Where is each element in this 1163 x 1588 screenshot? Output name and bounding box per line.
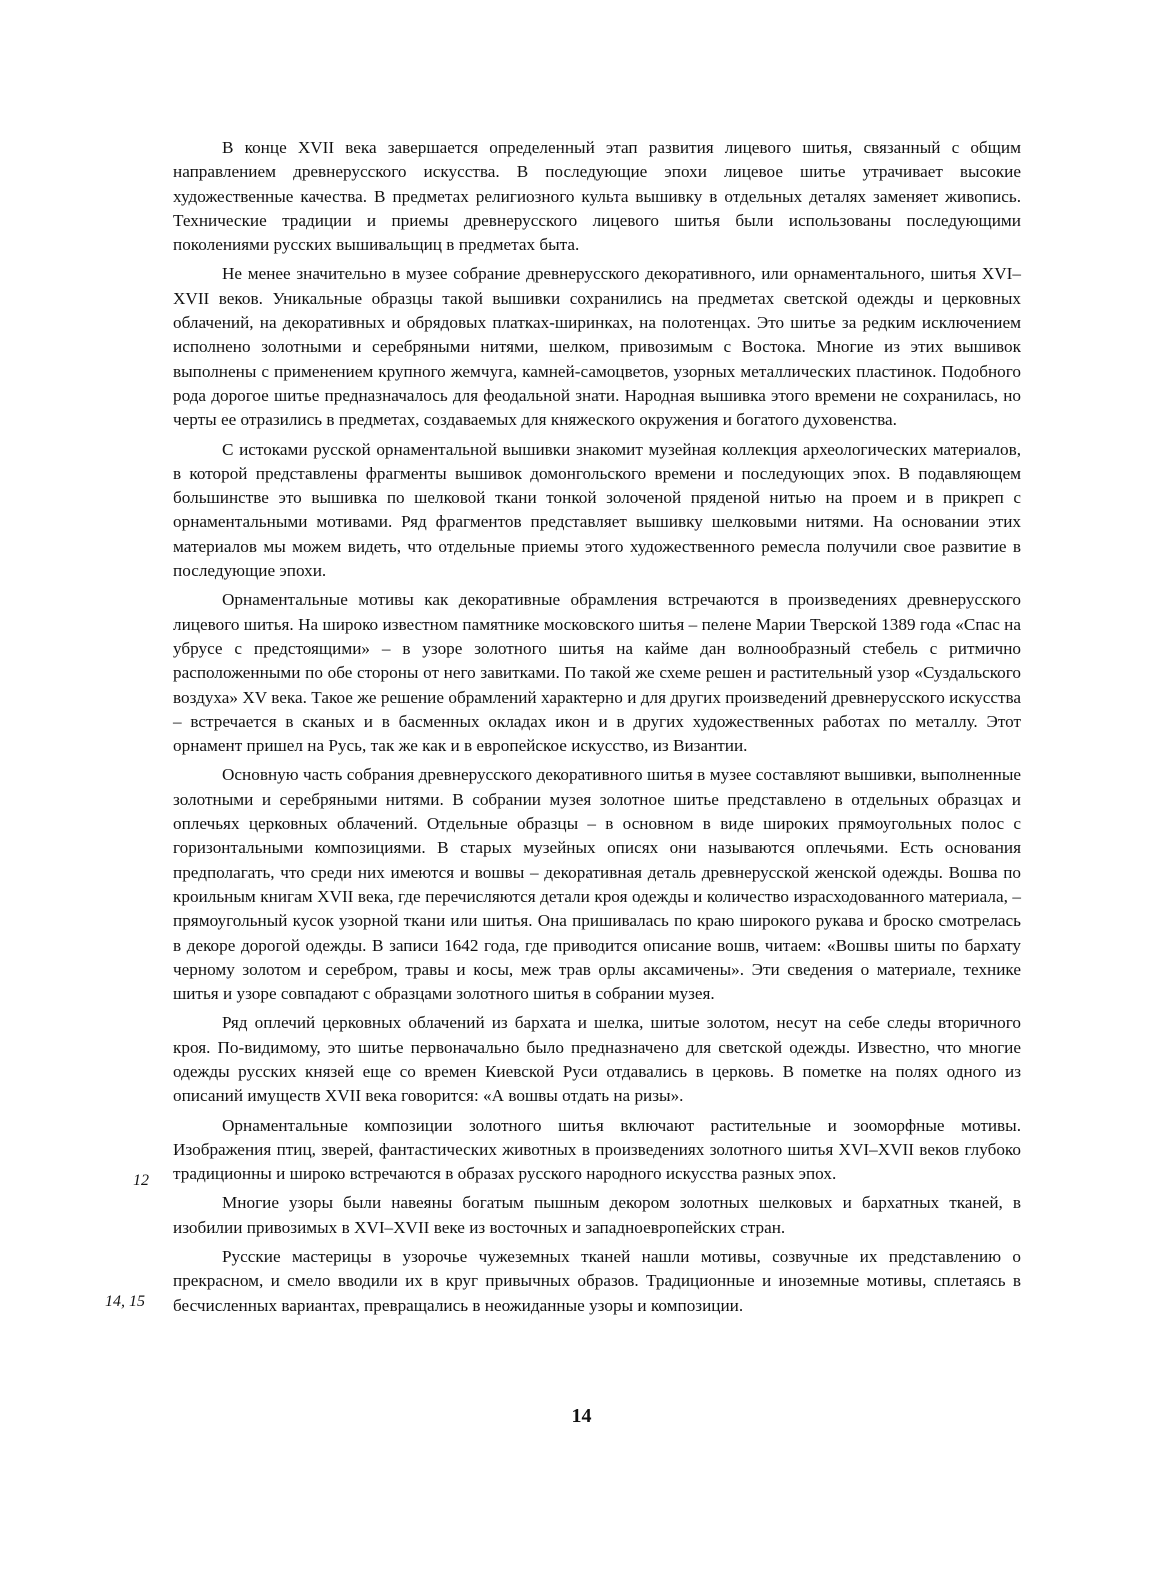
margin-note: 14, 15 xyxy=(105,1293,145,1310)
page-number: 14 xyxy=(571,1405,592,1427)
paragraph: Русские мастерицы в узорочье чужеземных тканей нашли мотивы, созвучные их представлению о прекрасном, и смело вводили их в круг привычных образов. Традиционные и иноземные мотивы, сплетаясь в бесчисленных вариантах, превращались в неожиданные узоры и композиции. xyxy=(173,1247,1021,1315)
body-text xyxy=(173,136,1021,1318)
paragraph: С истоками русской орнаментальной вышивки знакомит музейная коллекция археологических материалов, в которой представлены фрагменты вышивок домонгольского времени и последующих эпох. В подавляющем большинстве это вышивка по шелковой ткани тонкой золоченой пряденой нитью на проем и в прикреп с орнаментальными мотивами. Ряд фрагментов представляет вышивку шелковыми нитями. На основании этих материалов мы можем видеть, что отдельные приемы этого художественного ремесла получили свое развитие в последующие эпохи. xyxy=(173,439,1021,581)
paragraph: Ряд оплечий церковных облачений из бархата и шелка, шитые золотом, несут на себе следы вторичного кроя. По-видимому, это шитье первоначально было предназначено для светской одежды. Известно, что многие одежды русских князей еще со времен Киевской Руси отдавались в церковь. В пометке на полях одного из описаний имуществ XVII века говорится: «А вошвы отдать на ризы». xyxy=(173,1013,1021,1106)
paragraph: Основную часть собрания древнерусского декоративного шитья в музее составляют вышивки, выполненные золотными и серебряными нитями. В собрании музея золотное шитье представлено в отдельных образцах и оплечьях церковных облачений. Отдельные образцы – в основном в виде широких прямоугольных полос с горизонтальными композициями. В старых музейных описях они называются оплечьями. Есть основания предполагать, что среди них имеются и вошвы – декоративная деталь древнерусской женской одежды. Вошва по кроильным книгам XVII века, где перечисляются детали кроя одежды и количество израсходованного материала, – прямоугольный кусок узорной ткани или шитья. Она пришивалась по краю широкого рукава и броско смотрелась в декоре дорогой одежды. В записи 1642 года, где приводится описание вошв, читаем: «Вошвы шиты по бархату черному золотом и серебром, травы и косы, меж трав орлы аксамичены». Эти сведения о материале, технике шитья и узоре совпадают с образцами золотного шитья в собрании музея. xyxy=(173,765,1021,1004)
paragraph: Орнаментальные мотивы как декоративные обрамления встречаются в произведениях древнерусского лицевого шитья. На широко известном памятнике московского шитья – пелене Марии Тверской 1389 года «Спас на убрусе с предстоящими» – в узоре золотного шитья на кайме дан волнообразный стебель с ритмично расположенными по обе стороны от него завитками. По такой же схеме решен и растительный узор «Суздальского воздуха» XV века. Такое же решение обрамлений характерно и для других произведений древнерусского искусства – встречается в сканых и в басменных окладах икон и в других художественных работах по металлу. Этот орнамент пришел на Русь, так же как и в европейское искусство, из Византии. xyxy=(173,590,1021,756)
paragraph: Многие узоры были навеяны богатым пышным декором золотных шелковых и бархатных тканей, в изобилии привозимых в XVI–XVII веке из восточных и западноевропейских стран. xyxy=(173,1193,1021,1237)
margin-note: 12 xyxy=(133,1172,149,1189)
paragraph: Орнаментальные композиции золотного шитья включают растительные и зооморфные мотивы. Изображения птиц, зверей, фантастических животных в произведениях золотного шитья XVI–XVII веков глубоко традиционны и широко встречаются в образах русского народного искусства разных эпох. xyxy=(173,1115,1021,1184)
paragraph: В конце XVII века завершается определенный этап развития лицевого шитья, связанный с общим направлением древнерусского искусства. В последующие эпохи лицевое шитье утрачивает высокие художественные качества. В предметах религиозного культа вышивку в отдельных деталях заменяет живопись. Технические традиции и приемы древнерусского лицевого шитья были использованы последующими поколениями русских вышивальщиц в предметах быта. xyxy=(173,138,1021,255)
paragraph: Не менее значительно в музее собрание древнерусского декоративного, или орнаментального, шитья XVI–XVII веков. Уникальные образцы такой вышивки сохранились на предметах светской одежды и церковных облачений, на декоративных и обрядовых платках-ширинках, на полотенцах. Это шитье за редким исключением исполнено золотными и серебряными нитями, шелком, привозимым с Востока. Многие из этих вышивок выполнены с применением крупного жемчуга, камней-самоцветов, узорных металлических пластинок. Подобного рода дорогое шитье предназначалось для феодальной знати. Народная вышивка этого времени не сохранилась, но черты ее отразились в предметах, создаваемых для княжеского окружения и богатого духовенства. xyxy=(173,264,1021,430)
